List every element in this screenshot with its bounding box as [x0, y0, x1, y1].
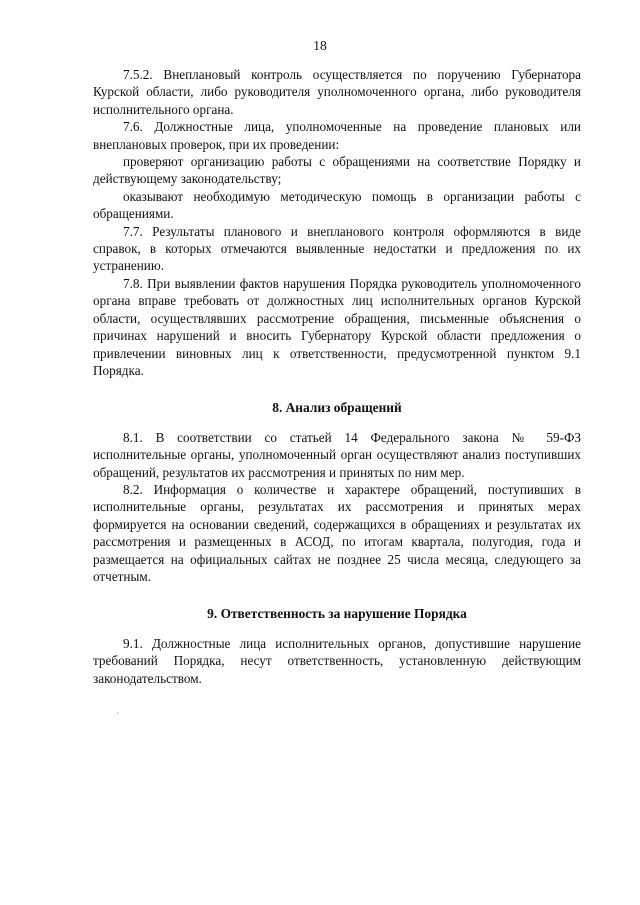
paragraph-8-1: 8.1. В соответствии со статьей 14 Федерального закона № 59-ФЗ исполнительные органы, уполномоченный орган осуществляют анализ поступивших обращений, результатов их рассмотрения и принятых по ним мер.	[93, 429, 581, 480]
paragraph-8-2: 8.2. Информация о количестве и характере обращений, поступивших в исполнительные органы, результатах их рассмотрения и принятых мерах формируется на основании сведений, содержащихся в обращениях и результатах их рассмотрения и размещенных в АСОД, по итогам квартала, полугодия, года и размещается на официальных сайтах не позднее 25 числа месяца, следующего за отчетным.	[93, 481, 581, 584]
spacer	[93, 623, 581, 635]
document-body	[93, 66, 581, 687]
spacer	[93, 379, 581, 399]
spacer	[93, 417, 581, 429]
page-number: 18	[313, 38, 327, 53]
paragraph-7-5-2: 7.5.2. Внеплановый контроль осуществляется по поручению Губернатора Курской области, либо руководителя уполномоченного органа, либо руководителя исполнительного органа.	[93, 67, 581, 117]
paragraph-7-8: 7.8. При выявлении фактов нарушения Порядка руководитель уполномоченного органа вправе требовать от должностных лиц исполнительных органов Курской области, осуществлявших рассмотрение обращения, письменные объяснения о причинах нарушений и вносить Губернатору Курской области предложения о привлечении виновных лиц к ответственности, предусмотренной пунктом 9.1 Порядка.	[93, 275, 581, 378]
paragraph-7-6-item-assist: оказывают необходимую методическую помощь в организации работы с обращениями.	[93, 188, 581, 222]
section-9-heading: 9. Ответственность за нарушение Порядка	[207, 606, 467, 622]
paragraph-9-1: 9.1. Должностные лица исполнительных органов, допустившие нарушение требований Порядка, несут ответственность, установленную действующим законодательством.	[93, 635, 581, 686]
section-8-heading: 8. Анализ обращений	[272, 400, 402, 416]
paragraph-7-7: 7.7. Результаты планового и внепланового контроля оформляются в виде справок, в которых отмечаются выявленные недостатки и предложения по их устранению.	[93, 223, 581, 274]
paragraph-7-6: 7.6. Должностные лица, уполномоченные на проведение плановых или внеплановых проверок, при их проведении:	[93, 119, 581, 152]
paragraph-7-6-item-check: проверяют организацию работы с обращениями на соответствие Порядку и действующему законодательству;	[93, 154, 581, 187]
scan-speck	[117, 712, 118, 714]
spacer	[93, 585, 581, 605]
